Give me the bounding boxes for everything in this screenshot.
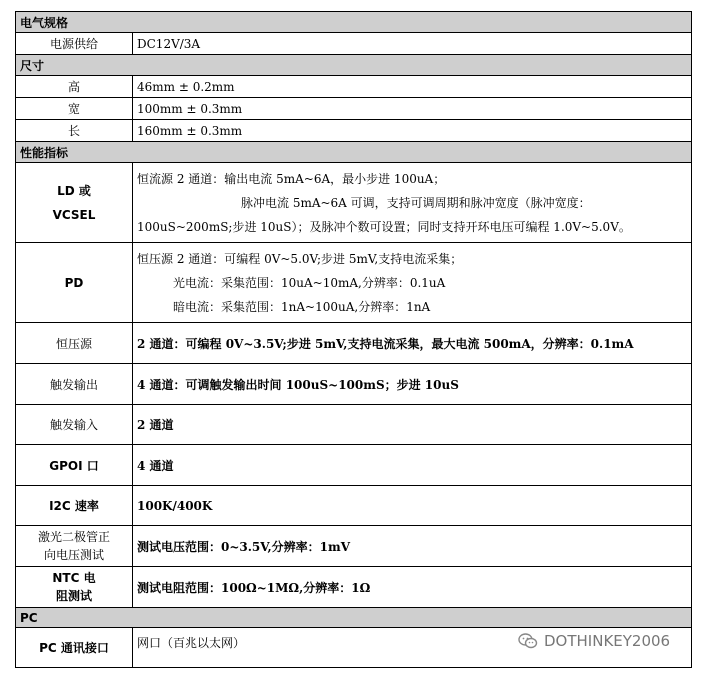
table-row <box>16 163 692 243</box>
watermark-text: DOTHINKEY2006 <box>544 632 671 650</box>
trigger-input-value: 2 通道 <box>133 405 692 445</box>
spec-table <box>15 11 692 668</box>
length-label: 长 <box>16 120 133 142</box>
laser-label-line2: 向电压测试 <box>43 548 104 562</box>
section-title: PC <box>16 608 692 628</box>
table-row <box>16 120 692 142</box>
cv-label: 恒压源 <box>16 323 133 364</box>
table-row <box>16 445 692 486</box>
pd-line: 光电流：采集范围：10uA~10mA,分辨率：0.1uA <box>173 275 446 290</box>
trigger-input-label: 触发输入 <box>16 405 133 445</box>
section-electrical <box>16 12 692 33</box>
length-value: 160mm ± 0.3mm <box>133 120 692 142</box>
power-supply-label: 电源供给 <box>16 33 133 55</box>
table-row <box>16 486 692 526</box>
ntc-label-line2: 阻测试 <box>55 589 92 603</box>
watermark <box>518 632 670 650</box>
section-pc <box>16 608 692 628</box>
table-row <box>16 98 692 120</box>
ntc-value: 测试电阻范围：100Ω~1MΩ,分辨率：1Ω <box>133 567 692 608</box>
table-row <box>16 405 692 445</box>
ld-label <box>16 163 133 243</box>
ntc-label <box>16 567 133 608</box>
width-value: 100mm ± 0.3mm <box>133 98 692 120</box>
laser-label-line1: 激光二极管正 <box>37 530 110 544</box>
laser-label <box>16 526 133 567</box>
pd-line: 恒压源 2 通道：可编程 0V~5.0V;步进 5mV,支持电流采集； <box>137 251 463 266</box>
gpoi-value: 4 通道 <box>133 445 692 486</box>
ld-line: 脉冲电流 5mA~6A 可调，支持可调周期和脉冲宽度（脉冲宽度： <box>241 195 591 210</box>
i2c-value: 100K/400K <box>133 486 692 526</box>
height-label: 高 <box>16 76 133 98</box>
trigger-output-label: 触发输出 <box>16 364 133 405</box>
table-row <box>16 33 692 55</box>
cv-value: 2 通道：可编程 0V~3.5V;步进 5mV,支持电流采集，最大电流 500mA，分辨率：0.1mA <box>133 323 692 364</box>
ld-label-line2: VCSEL <box>52 207 96 222</box>
table-row <box>16 76 692 98</box>
section-size <box>16 55 692 76</box>
section-title: 电气规格 <box>16 12 692 33</box>
table-row <box>16 567 692 608</box>
section-title: 性能指标 <box>16 142 692 163</box>
height-value: 46mm ± 0.2mm <box>133 76 692 98</box>
table-row <box>16 243 692 323</box>
table-row <box>16 526 692 567</box>
pd-line: 暗电流：采集范围：1nA~100uA,分辨率：1nA <box>173 299 431 314</box>
ntc-label-line1: NTC 电 <box>52 571 96 585</box>
ld-label-line1: LD 或 <box>57 183 91 198</box>
pc-interface-value: 网口（百兆以太网） <box>133 628 692 668</box>
ld-value <box>133 163 692 243</box>
trigger-output-value: 4 通道：可调触发输出时间 100uS~100mS；步进 10uS <box>133 364 692 405</box>
laser-value: 测试电压范围：0~3.5V,分辨率：1mV <box>133 526 692 567</box>
power-supply-value: DC12V/3A <box>133 33 692 55</box>
section-title: 尺寸 <box>16 55 692 76</box>
ld-line: 恒流源 2 通道：输出电流 5mA~6A，最小步进 100uA； <box>137 171 446 186</box>
gpoi-label: GPOI 口 <box>16 445 133 486</box>
width-label: 宽 <box>16 98 133 120</box>
table-row <box>16 364 692 405</box>
i2c-label: I2C 速率 <box>16 486 133 526</box>
table-row <box>16 323 692 364</box>
pc-interface-label: PC 通讯接口 <box>16 628 133 668</box>
pd-label: PD <box>16 243 133 323</box>
ld-line: 100uS~200mS;步进 10uS）；及脉冲个数可设置；同时支持开环电压可编程 1.0V~5.0V。 <box>137 219 631 234</box>
pd-value <box>133 243 692 323</box>
section-performance <box>16 142 692 163</box>
wechat-icon <box>518 633 538 649</box>
